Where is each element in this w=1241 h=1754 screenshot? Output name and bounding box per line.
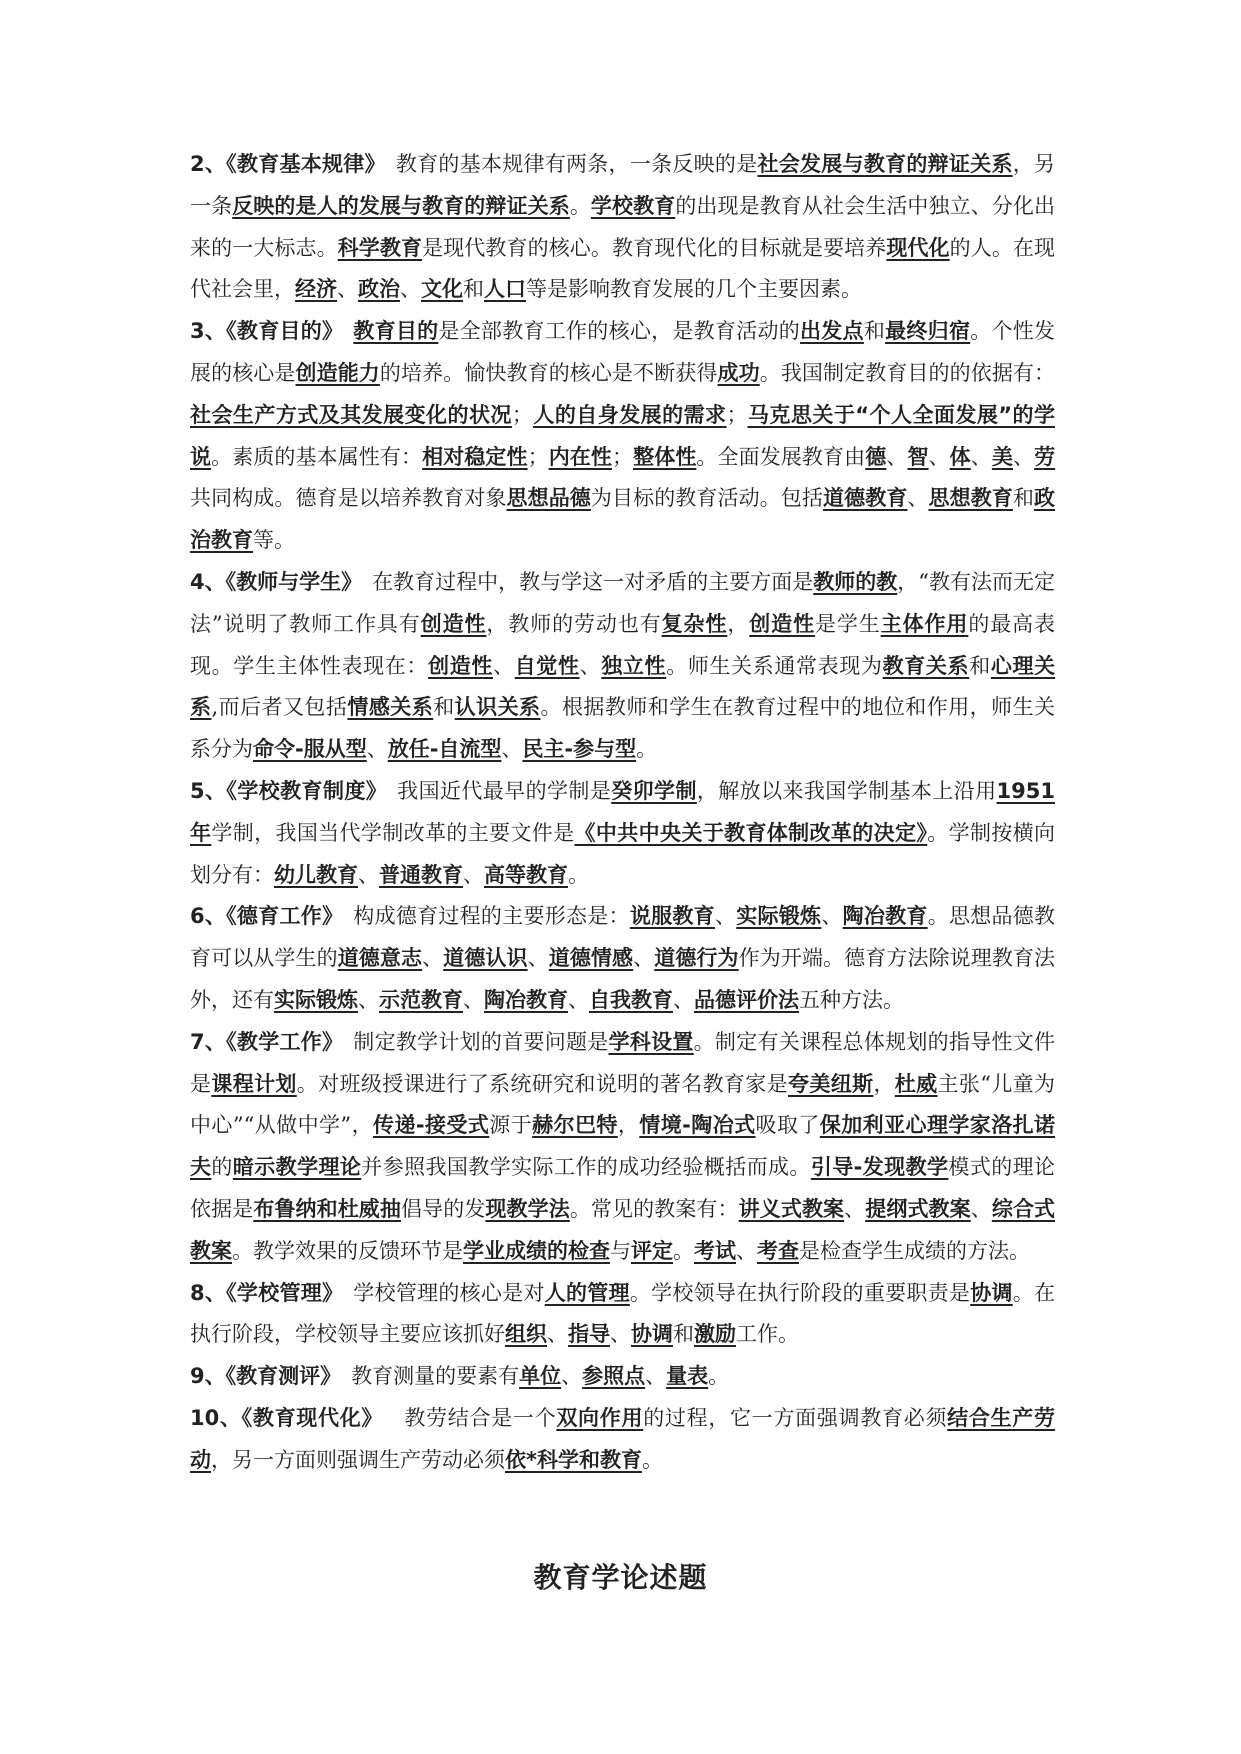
body-text: 的 [211, 1155, 233, 1180]
key-term: 心理关系 [190, 653, 1056, 720]
body-text: 教劳结合是一个 [382, 1405, 557, 1430]
key-term: 《中共中央关于教育体制改革的决定》 [574, 820, 928, 845]
key-term: 文化 [421, 277, 463, 302]
section-heading: 5、《学校教育制度》 [190, 778, 388, 803]
body-text: 。 [673, 1238, 694, 1263]
key-term: 现代化 [886, 235, 950, 260]
body-text: 五种方法。 [799, 987, 904, 1012]
key-term: 教育关系 [882, 653, 970, 678]
key-term: 社会发展与教育的辩证关系 [757, 152, 1013, 176]
body-text: 和 [673, 1322, 694, 1347]
key-term: 提纲式教案 [865, 1196, 971, 1221]
key-term: 主体作用 [880, 611, 969, 636]
body-text: ； [511, 402, 533, 427]
key-term: 出发点 [800, 319, 864, 344]
key-term: 成功 [717, 360, 760, 385]
body-text: 是学生 [814, 611, 881, 636]
body-text: 、 [366, 737, 388, 762]
body-text: 主张“儿童为中心”“从做中学”， [190, 1071, 1056, 1138]
section-heading: 6、《德育工作》 [190, 904, 344, 929]
key-term: 复杂性 [661, 611, 728, 636]
key-term: 学校教育 [590, 193, 676, 218]
key-term: 最终归宿 [885, 319, 971, 344]
body-text: 、 [579, 653, 602, 678]
body-text: 。 [568, 862, 589, 887]
key-term: 癸卯学制 [611, 778, 697, 803]
key-term: 思想品德 [506, 486, 591, 511]
body-text: 教育的基本规律有两条，一条反映的是 [395, 152, 758, 176]
key-term: 幼儿教育 [274, 862, 358, 887]
section-heading: 7、《教学工作》 [190, 1029, 344, 1054]
key-term: 经济 [295, 277, 337, 302]
body-text: 在教育过程中，教与学这一对矛盾的主要方面是 [372, 569, 814, 594]
body-text: 。根据教师和学生在教育过程中的地位和作用，师生关系分为 [190, 695, 1056, 762]
body-text: 、 [844, 1196, 866, 1221]
key-term: 道德行为 [654, 946, 739, 971]
key-term: 教育目的 [353, 319, 439, 344]
body-text: 。在执行阶段，学校领导主要应该抓好 [190, 1280, 1056, 1347]
body-text: 的出现是教育从社会生活中独立、分化出来的一大标志。 [190, 193, 1056, 260]
body-text: 、 [463, 987, 484, 1012]
body-text: 、 [633, 946, 655, 971]
key-term: 学业成绩的检查 [463, 1238, 610, 1263]
body-text: 、 [1013, 444, 1035, 469]
key-term: 思想教育 [928, 486, 1013, 511]
body-text: ，教师的劳动也有 [486, 611, 662, 636]
body-text: 、 [568, 987, 589, 1012]
body-text: 。师生关系通常表现为 [666, 653, 883, 678]
body-text: 的过程，它一方面强调教育必须 [643, 1405, 948, 1430]
body-text: ，解放以来我国学制基本上沿用 [696, 778, 997, 803]
key-term: 道德认识 [443, 946, 528, 971]
body-text: 。 [708, 1364, 730, 1389]
body-text: ，另一方面则强调生产劳动必须 [211, 1447, 505, 1472]
key-term: 赫尔巴特 [532, 1113, 618, 1138]
body-text: 和 [863, 319, 886, 344]
key-term: 普通教育 [379, 862, 463, 887]
key-term: 杜威 [894, 1071, 938, 1096]
section-paragraph-9 [190, 1398, 1055, 1482]
key-term: 组织 [505, 1322, 547, 1347]
body-text: 、 [928, 444, 950, 469]
document-body [190, 144, 1055, 1482]
body-text: 、 [610, 1322, 631, 1347]
body-text: 我国近代最早的学制是 [397, 778, 612, 803]
body-text: 源于 [489, 1113, 533, 1138]
body-text: ， [727, 611, 750, 636]
section-heading: 10、《教育现代化》 [190, 1405, 373, 1430]
body-text: 、 [645, 1364, 667, 1389]
key-term: 人的自身发展的需求 [532, 402, 727, 427]
key-term: 指导 [568, 1322, 610, 1347]
key-term: 说服教育 [629, 904, 715, 929]
key-term: 自觉性 [514, 653, 580, 678]
key-term: 创造性 [420, 611, 487, 636]
body-text: ， [617, 1113, 640, 1138]
section-paragraph-2 [190, 311, 1055, 562]
body-text: 与 [610, 1238, 631, 1263]
body-text: 作为开端。德育方法除说理教育法外，还有 [190, 946, 1056, 1012]
key-term: 内在性 [548, 444, 613, 469]
body-text: 、 [422, 946, 444, 971]
body-text: 制定教学计划的首要问题是 [353, 1029, 609, 1054]
body-text: 、 [970, 444, 992, 469]
key-term: 引导-发现教学 [810, 1155, 949, 1180]
key-term: 1951年 [190, 778, 1055, 845]
body-text: 、 [547, 1322, 568, 1347]
key-term: 暗示教学理论 [232, 1155, 362, 1180]
body-text: 的最高表现。学生主体性表现在： [190, 611, 1056, 678]
key-term: 评定 [631, 1238, 673, 1263]
body-text: 、 [400, 277, 421, 302]
body-text: 是检查学生成绩的方法。 [799, 1238, 1030, 1263]
body-text: 等是影响教育发展的几个主要因素。 [526, 277, 862, 302]
key-term: 综合式教案 [190, 1196, 1056, 1263]
key-term: 讲义式教案 [738, 1196, 845, 1221]
section-heading: 8、《学校管理》 [190, 1280, 344, 1305]
section-heading: 3、《教育目的》 [190, 319, 344, 344]
key-term: 考试 [694, 1238, 736, 1263]
key-term: 依*科学和教育 [505, 1447, 642, 1472]
body-text: 教育测量的要素有 [351, 1364, 520, 1389]
key-term: 激励 [694, 1322, 736, 1347]
key-term: 创造性 [749, 611, 815, 636]
body-text: 是全部教育工作的核心，是教育活动的 [438, 319, 801, 344]
section-paragraph-4 [190, 771, 1055, 896]
body-text: 构成德育过程的主要形态是： [353, 904, 630, 929]
key-term: 实际锻炼 [274, 987, 358, 1012]
body-text: 、 [886, 444, 908, 469]
section-paragraph-7 [190, 1273, 1055, 1357]
key-term: 人口 [484, 277, 526, 302]
body-text: 吸取了 [755, 1113, 820, 1138]
body-text: 、 [561, 1364, 583, 1389]
key-term: 马克思关于“个人全面发展”的学说 [190, 402, 1056, 469]
key-term: 道德意志 [337, 946, 423, 971]
body-text: 等。 [253, 528, 295, 553]
body-text: 、 [358, 987, 379, 1012]
body-text: 。 [636, 737, 658, 762]
section-heading: 9、《教育测评》 [190, 1364, 342, 1389]
key-term: 创造性 [428, 653, 493, 678]
key-term: 结合生产劳动 [190, 1405, 1056, 1472]
body-text: 学制，我国当代学制改革的主要文件是 [211, 820, 575, 845]
body-text: 的人。在现代社会里， [190, 235, 1056, 302]
key-term: 示范教育 [379, 987, 463, 1012]
section-title: 教育学论述题 [533, 1561, 708, 1594]
body-text: 倡导的发 [401, 1196, 486, 1221]
body-text: 、 [907, 486, 929, 511]
body-text: 和 [1012, 486, 1035, 511]
key-term: 劳 [1034, 444, 1056, 469]
key-term: 科学教育 [337, 235, 423, 260]
body-text: 、 [501, 737, 523, 762]
body-text: 。学制按横向划分有： [190, 820, 1056, 887]
key-term: 双向作用 [556, 1405, 644, 1430]
key-term: 现教学法 [485, 1196, 570, 1221]
key-term: 布鲁纳和杜威抽 [253, 1196, 402, 1221]
key-term: 智 [907, 444, 929, 469]
key-term: 传递-接受式 [373, 1113, 490, 1138]
key-term: 美 [991, 444, 1013, 469]
key-term: 教师的教 [813, 569, 898, 594]
key-term: 政治教育 [190, 486, 1056, 553]
body-text: 。个性发展的核心是 [190, 319, 1056, 385]
key-term: 情感关系 [347, 695, 434, 720]
key-term: 自我教育 [589, 987, 673, 1012]
body-text: 的培养。愉快教育的核心是不断获得 [379, 360, 718, 385]
key-term: 命令-服从型 [253, 737, 367, 762]
key-term: 陶冶教育 [842, 904, 928, 929]
key-term: 参照点 [582, 1364, 646, 1389]
key-term: 德 [865, 444, 887, 469]
key-term: 量表 [666, 1364, 709, 1389]
body-text: 和 [463, 277, 484, 302]
section-paragraph-8 [190, 1356, 1055, 1398]
body-text: 、 [714, 904, 737, 929]
body-text: 。学校领导在执行阶段的重要职责是 [629, 1280, 971, 1305]
body-text: ； [726, 402, 748, 427]
key-term: 实际锻炼 [736, 904, 822, 929]
body-text: ， [873, 1071, 895, 1096]
body-text: ； [527, 444, 549, 469]
body-text: ，另一条 [190, 152, 1056, 218]
body-text: 模式的理论依据是 [190, 1155, 1056, 1221]
body-text: 并参照我国教学实际工作的成功经验概括而成。 [361, 1155, 811, 1180]
key-term: 陶冶教育 [484, 987, 568, 1012]
body-text: 、 [463, 862, 484, 887]
section-paragraph-6 [190, 1022, 1055, 1273]
key-term: 整体性 [633, 444, 697, 469]
body-text: 。教学效果的反馈环节是 [232, 1238, 463, 1263]
body-text: 和 [969, 653, 991, 678]
body-text: 、 [337, 277, 358, 302]
key-term: 情境-陶冶式 [639, 1113, 756, 1138]
key-term: 政治 [358, 277, 400, 302]
body-text: 、 [673, 987, 694, 1012]
body-text: 、 [358, 862, 379, 887]
key-term: 保加利亚心理学家洛扎诺夫 [190, 1113, 1056, 1180]
body-text: ； [612, 444, 634, 469]
section-heading: 2、《教育基本规律》 [190, 152, 386, 176]
key-term: 体 [949, 444, 971, 469]
body-text: ，“教有法而无定法”说明了教师工作具有 [190, 569, 1055, 636]
key-term: 独立性 [601, 653, 667, 678]
section-paragraph-1 [190, 144, 1055, 311]
body-text: 。素质的基本属性有： [211, 444, 423, 469]
section-paragraph-3 [190, 562, 1055, 771]
body-text: 、 [970, 1196, 992, 1221]
body-text: ,而后者又包括 [211, 695, 348, 720]
body-text: 。常见的教案有： [569, 1196, 739, 1221]
key-term: 课程计划 [211, 1071, 297, 1096]
key-term: 协调 [631, 1322, 673, 1347]
body-text: 共同构成。德育是以培养教育对象 [190, 486, 507, 511]
key-term: 学科设置 [608, 1029, 694, 1054]
key-term: 反映的是人的发展与教育的辩证关系 [232, 193, 570, 218]
section-heading: 4、《教师与学生》 [190, 569, 363, 594]
body-text: 。思想品德教育可以从学生的 [190, 904, 1056, 971]
body-text: 、 [527, 946, 549, 971]
body-text: 。我国制定教育目的的依据有： [759, 360, 1056, 385]
body-text: 为目标的教育活动。包括 [590, 486, 824, 511]
body-text: 。 [569, 193, 591, 218]
key-term: 人的管理 [544, 1280, 630, 1305]
body-text: 。全面发展教育由 [696, 444, 866, 469]
key-term: 高等教育 [484, 862, 568, 887]
key-term: 社会生产方式及其发展变化的状况 [190, 402, 512, 427]
body-text: 、 [493, 653, 515, 678]
body-text: 。对班级授课进行了系统研究和说明的著名教育家是 [296, 1071, 788, 1096]
key-term: 相对稳定性 [422, 444, 528, 469]
key-term: 单位 [519, 1364, 562, 1389]
body-text: 、 [821, 904, 843, 929]
body-text: 和 [433, 695, 455, 720]
body-text: 、 [736, 1238, 757, 1263]
body-text: 工作。 [736, 1322, 799, 1347]
key-term: 放任-自流型 [387, 737, 502, 762]
key-term: 认识关系 [454, 695, 541, 720]
body-text: 。制定有关课程总体规划的指导性文件是 [190, 1029, 1056, 1096]
body-text: 学校管理的核心是对 [353, 1280, 545, 1305]
key-term: 创造能力 [295, 360, 380, 385]
section-paragraph-5 [190, 896, 1055, 1021]
key-term: 夸美纽斯 [788, 1071, 874, 1096]
key-term: 道德情感 [548, 946, 634, 971]
key-term: 民主-参与型 [522, 737, 637, 762]
body-text: 是现代教育的核心。教育现代化的目标就是要培养 [422, 235, 887, 260]
key-term: 协调 [970, 1280, 1013, 1305]
key-term: 道德教育 [823, 486, 908, 511]
key-term: 品德评价法 [694, 987, 799, 1012]
key-term: 考查 [757, 1238, 799, 1263]
body-text: 。 [641, 1447, 663, 1472]
